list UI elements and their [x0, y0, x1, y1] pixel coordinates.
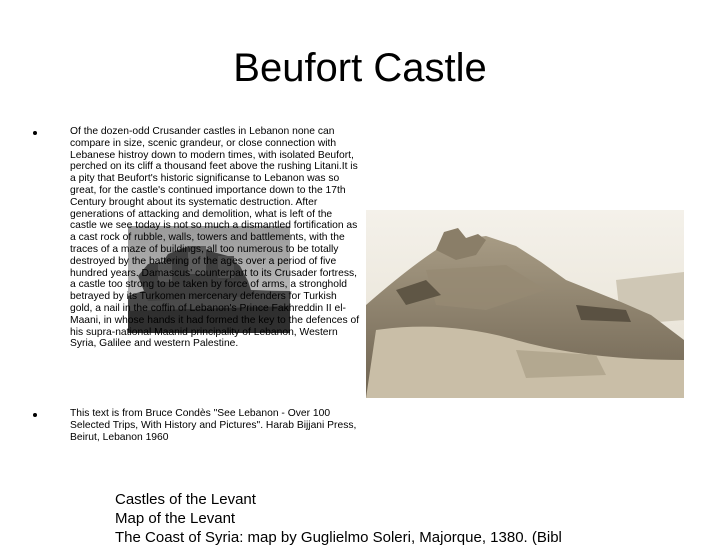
link-castles-of-the-levant[interactable] — [115, 491, 256, 508]
bullet-text-castle-history: Of the dozen-odd Crusander castles in Lebanon none can compare in size, scenic grandeur, or close connection with Lebanese histroy down to modern times, with isolated Beufort, perched on its cliff a thousand feet above the rushing Litani.It is a pity that Beufort's historic significanse to Lebanon was so great, for the castle's continued importance down to the 17th Century brought about its systematic destruction. After generations of attacking and demolition, what is left of the castle we see today is not so much a dismantled fortification as a cast rock of rubble, walls, towers and battlements, with the traces of a maze of buildings, all too numerous to be totally destroyed by the battering of the ages over a period of five hundred years. Damascus' counterpart to its Crusader fortress, a castle too strong to be taken by force of arms, a stronghold betrayed by its Turkomen mercenary defenders for Turkish gold, a nail in the coffin of Lebanon's Prince Fakhreddin II el-Maani, in whose hands it had formed the key to the defences of his supra-national Maanid principality of Lebanon, Western Syria, Galilee and western Palestine. — [70, 126, 360, 350]
bullet-marker — [33, 413, 37, 417]
link-text[interactable]: The Coast of Syria: map by Guglielmo Soleri, Majorque, 1380. (Bibl — [115, 529, 562, 546]
slide-title: Beufort Castle — [233, 46, 487, 90]
link-text[interactable]: Map of the Levant — [115, 510, 236, 527]
link-text[interactable]: Castles of the Levant — [115, 491, 256, 508]
bullet-marker — [33, 131, 37, 135]
large-castle-photo-graphic — [366, 210, 684, 398]
link-coast-of-syria-map[interactable] — [115, 529, 562, 546]
link-map-of-the-levant[interactable] — [115, 510, 235, 527]
large-castle-photo — [366, 210, 684, 398]
bullet-text-source: This text is from Bruce Condès "See Lebanon - Over 100 Selected Trips, With History and Pictures". Harab Bijjani Press, Beirut, Lebanon 1960 — [70, 408, 357, 443]
